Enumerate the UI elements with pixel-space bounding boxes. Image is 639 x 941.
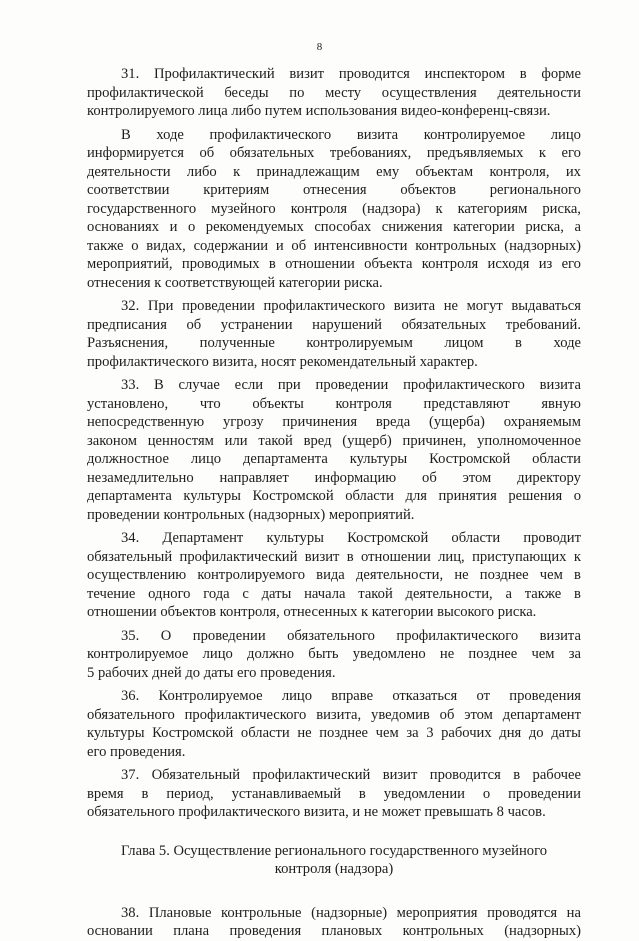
word: контролируемое [87, 646, 189, 662]
paragraph-38 [87, 904, 581, 941]
word: явную [541, 395, 581, 412]
word: лицо [281, 688, 313, 704]
word: визит [382, 767, 418, 783]
text-line [87, 566, 581, 585]
word: решения [508, 488, 563, 504]
word: 37. [121, 767, 140, 783]
word: (надзорные) [311, 904, 388, 921]
word: их [565, 163, 581, 180]
word: инспектором [424, 66, 505, 82]
word: области [345, 488, 394, 504]
text-line [87, 487, 581, 506]
word: профилактической [87, 84, 204, 101]
word: полученные [199, 335, 275, 351]
word: контроля, [489, 163, 550, 180]
word: могут [466, 298, 503, 314]
word: 3 [426, 725, 434, 741]
word: вправе [331, 688, 374, 704]
word: не [454, 567, 469, 583]
word: за [568, 646, 581, 662]
word: для [405, 488, 427, 504]
word: о [573, 488, 581, 504]
word: отказаться [392, 688, 458, 704]
word: к [233, 163, 241, 180]
word: визита [393, 298, 436, 314]
word: контрольных [415, 237, 497, 254]
word: основаниях [87, 219, 160, 235]
text-line: отношении объектов контроля, отнесенных к категории высокого риска. [87, 604, 537, 620]
word: уведомлено [352, 646, 426, 662]
word: культуры [87, 725, 145, 741]
word: не [297, 725, 312, 741]
chapter-heading [87, 842, 581, 879]
word: а [574, 219, 581, 235]
word: приступающих [472, 548, 567, 565]
word: объектам [415, 163, 474, 180]
word: должно [247, 646, 295, 662]
word: лицом [444, 335, 484, 351]
word: 38. [121, 904, 140, 921]
word: с [242, 585, 249, 602]
word: О [160, 627, 172, 644]
word: позднее [468, 646, 518, 662]
word: Костромской [429, 451, 511, 467]
paragraph-p34 [87, 529, 581, 622]
word: лицо [190, 451, 222, 467]
word: соответствии [87, 182, 170, 198]
word: форме [541, 66, 581, 82]
text-line [87, 316, 581, 335]
text-line [87, 922, 581, 941]
word: позднее [479, 567, 529, 583]
word: в [358, 785, 366, 802]
word: вред [303, 432, 332, 449]
word: видах, [146, 237, 186, 254]
paragraph-p37 [87, 766, 581, 822]
word: законом [87, 432, 137, 449]
word: основании [87, 923, 153, 939]
word: проведении [315, 377, 389, 393]
text-line [87, 126, 581, 145]
word: требованиях, [329, 145, 412, 161]
word: в [268, 256, 276, 272]
text-line [87, 181, 581, 200]
word: мероприятия [396, 904, 478, 921]
word: снижения [381, 219, 443, 235]
word: регионального [489, 182, 581, 198]
word: визита, [316, 706, 362, 723]
word: даты [551, 725, 581, 741]
word: период, [166, 785, 214, 802]
word: такой [258, 432, 293, 449]
text-line: проведении контрольных (надзорных) мероприятий. [87, 506, 415, 523]
word: При [147, 298, 174, 314]
word: если [234, 377, 264, 393]
word: интенсивности [313, 237, 408, 254]
text-line [87, 785, 581, 804]
word: устанавливаемый [231, 785, 341, 802]
word: визита [356, 126, 399, 143]
word: устранении [220, 316, 293, 333]
text-line [87, 237, 581, 256]
word: об [422, 469, 437, 486]
word: проведения [229, 923, 302, 939]
word: этом [462, 469, 492, 486]
word: Департамент [162, 530, 244, 546]
word: также [87, 237, 124, 254]
word: департамента [242, 451, 328, 467]
word: плановых [321, 923, 383, 939]
word: этом [464, 706, 493, 723]
word: обязательного [87, 706, 175, 723]
word: нарушений [312, 316, 382, 333]
document-body [87, 65, 581, 941]
text-line: его проведения. [87, 743, 186, 760]
word: о [187, 219, 196, 235]
word: Профилактический [154, 66, 275, 82]
word: директору [517, 469, 581, 486]
word: визит [304, 548, 340, 565]
word: к [435, 200, 443, 217]
word: до [528, 725, 544, 741]
word: течение [87, 585, 136, 602]
paragraph-p32 [87, 297, 581, 371]
word: отношении [285, 256, 355, 272]
word: Костромской [152, 725, 234, 741]
word: Контролируемое [158, 688, 263, 704]
word: профилактического [403, 377, 525, 393]
text-line [87, 395, 581, 414]
paragraph-p35 [87, 627, 581, 683]
word: проводит [523, 530, 581, 546]
word: из [538, 256, 553, 272]
word: 34. [121, 530, 140, 546]
word: непосредственную [87, 414, 205, 430]
word: профилактического [209, 126, 332, 143]
word: причинения [282, 414, 358, 430]
word: рекомендуемых [205, 219, 304, 235]
word: о [131, 237, 139, 254]
word: обязательных [229, 145, 315, 161]
paragraphs-container [87, 65, 581, 822]
word: должностное [87, 451, 169, 467]
word: деятельности [497, 84, 581, 101]
word: информируется [87, 145, 184, 161]
text-line: контролируемого лица либо путем использования видео-конференц-связи. [87, 103, 551, 119]
word: Костромской [347, 530, 429, 546]
word: профилактический [252, 767, 371, 783]
chapter-heading-line-1: Глава 5. Осуществление регионального государственного музейного [120, 842, 548, 859]
word: уполномоченное [477, 432, 581, 449]
word: чем [539, 567, 563, 583]
word: 33. [121, 377, 140, 393]
word: или [224, 432, 248, 449]
word: департамент [502, 706, 581, 723]
word: случае [178, 377, 220, 393]
text-line [87, 255, 581, 274]
text-line [87, 218, 581, 237]
word: выдаваться [511, 298, 581, 314]
word: Костромской [252, 488, 334, 504]
word: области [451, 530, 501, 546]
word: проводится [429, 767, 501, 783]
word: беседы [224, 84, 269, 101]
word: деятельности, [355, 567, 444, 583]
text-line [87, 585, 581, 604]
word: государственного [87, 200, 197, 217]
text-line [87, 627, 581, 646]
word: деятельности, [405, 585, 493, 602]
word: (надзора) [362, 200, 421, 217]
text-line [87, 200, 581, 219]
word: осуществления [381, 84, 477, 101]
word: лиц, [438, 548, 465, 565]
word: об [186, 316, 202, 333]
word: чем [531, 646, 555, 662]
word: Обязательный [151, 767, 241, 783]
word: одного [148, 585, 191, 602]
chapter-heading-line-2: контроля (надзора) [274, 861, 394, 877]
text-line: обязательного профилактического визита, и не может превышать 8 часов. [87, 804, 546, 820]
word: контрольных [402, 923, 484, 939]
word: в [346, 548, 354, 565]
word: в [519, 66, 527, 82]
word: В [154, 377, 164, 393]
word: культуры [266, 530, 324, 546]
text-line [87, 144, 581, 163]
word: (ущерб) [342, 432, 392, 449]
word: об [439, 706, 455, 723]
word: музейного [211, 200, 276, 217]
word: об [291, 237, 307, 254]
word: ценностям [147, 432, 214, 449]
word: способах [314, 219, 372, 235]
page-number: 8 [316, 41, 323, 53]
word: также [524, 585, 562, 602]
word: департамента [87, 488, 172, 504]
word: объекта [364, 256, 413, 272]
paragraph-p33 [87, 376, 581, 524]
text-line [87, 84, 581, 103]
word: информацию [314, 469, 397, 486]
text-line [87, 529, 581, 548]
word: ему [376, 163, 400, 180]
word: принадлежащим [256, 163, 360, 180]
text-line [87, 450, 581, 469]
word: Плановые [148, 904, 212, 921]
word: установлено, [87, 395, 169, 412]
paragraph-p31b [87, 126, 581, 293]
word: культуры [349, 451, 408, 467]
word: категориям [457, 200, 528, 217]
word: уведомив [371, 706, 430, 723]
word: контроля [335, 395, 392, 412]
word: риска, [525, 219, 564, 235]
word: в [141, 785, 149, 802]
paragraph-p31 [87, 65, 581, 121]
word: о [482, 785, 491, 802]
word: причинен, [402, 432, 467, 449]
text-line [87, 163, 581, 182]
word: на [566, 904, 581, 921]
word: 36. [121, 688, 140, 704]
word: от [476, 688, 490, 704]
word: направляет [219, 469, 289, 486]
word: лицо [550, 126, 581, 143]
word: обязательного [287, 627, 375, 644]
word: рабочих [441, 725, 492, 741]
text-line [87, 766, 581, 785]
word: 31. [121, 66, 140, 82]
text-line [87, 65, 581, 84]
word: контрольные [221, 904, 302, 921]
word: что [199, 395, 221, 412]
word: профилактического [184, 706, 307, 723]
word: визита [539, 627, 581, 644]
text-line: 5 рабочих дней до даты его проведения. [87, 664, 336, 681]
word: и [275, 237, 284, 254]
word: не [439, 646, 455, 662]
word: вида [316, 567, 345, 583]
word: дня [499, 725, 522, 741]
word: осуществлению [87, 567, 187, 583]
text-line [87, 706, 581, 725]
word: в [573, 585, 581, 602]
word: мероприятий, [87, 256, 173, 272]
word: охраняемым [503, 414, 581, 430]
word: незамедлительно [87, 469, 194, 486]
word: 32. [121, 298, 140, 314]
word: чем [375, 725, 399, 741]
word: визит [289, 66, 325, 82]
word: контроля [421, 256, 479, 272]
word: обязательный [87, 548, 173, 565]
word: риска, [542, 200, 581, 217]
word: его [561, 145, 581, 161]
word: при [277, 377, 301, 393]
word: вреда [375, 414, 411, 430]
word: обязательных [401, 316, 487, 333]
paragraph-p36 [87, 687, 581, 761]
word: к [538, 145, 547, 161]
word: проведения [509, 688, 581, 704]
word: к [573, 548, 581, 565]
word: контролируемого [197, 567, 305, 583]
word: даты [261, 585, 292, 602]
word: исходя [487, 256, 530, 272]
word: лицо [202, 646, 233, 662]
word: ходе [156, 126, 184, 143]
word: начала [304, 585, 346, 602]
text-line [87, 904, 581, 923]
text-line [87, 297, 581, 316]
word: содержании [193, 237, 269, 254]
word: проведении [182, 298, 255, 314]
word: ходе [553, 335, 581, 351]
word: (надзорных) [504, 237, 581, 254]
word: объекты [252, 395, 304, 412]
word: принятия [438, 488, 497, 504]
word: отношении [361, 548, 431, 565]
word: не [443, 298, 458, 314]
word: (надзорных) [504, 923, 581, 939]
word: проведении [192, 627, 266, 644]
word: объектов [400, 182, 456, 198]
word: проведении [508, 785, 581, 802]
word: В [121, 126, 131, 143]
text-line [87, 645, 581, 664]
word: культуры [183, 488, 241, 504]
word: контролируемое [423, 126, 526, 143]
word: области [532, 451, 581, 467]
text-line [87, 334, 581, 353]
word: его [561, 256, 581, 272]
word: года [203, 585, 230, 602]
word: Разъяснения, [87, 335, 169, 351]
text-line [87, 469, 581, 488]
word: такой [358, 585, 393, 602]
word: контроля [290, 200, 348, 217]
word: рабочее [532, 767, 581, 783]
word: за [406, 725, 419, 741]
text-line [87, 413, 581, 432]
text-line [87, 548, 581, 567]
word: в [515, 335, 522, 351]
word: время [87, 785, 124, 802]
word: об [199, 145, 215, 161]
word: проводятся [487, 904, 558, 921]
word: в [513, 767, 521, 783]
word: критериям [203, 182, 270, 198]
word: а [505, 585, 512, 602]
word: угрозу [222, 414, 264, 430]
word: проводимых [181, 256, 260, 272]
word: позднее [319, 725, 369, 741]
word: профилактического [263, 298, 386, 314]
word: деятельности [87, 163, 171, 180]
word: (ущерба) [428, 414, 485, 430]
text-line: отнесения к соответствующей категории риска. [87, 274, 383, 291]
word: уведомлении [383, 785, 465, 802]
word: по [289, 84, 305, 101]
text-line [87, 724, 581, 743]
word: либо [186, 163, 217, 180]
word: в [574, 567, 581, 583]
word: представляют [423, 395, 510, 412]
word: 35. [121, 627, 140, 644]
word: визита [539, 377, 581, 393]
word: категории [453, 219, 515, 235]
word: и [169, 219, 178, 235]
word: месту [325, 84, 362, 101]
text-line [87, 376, 581, 395]
word: требований. [505, 316, 581, 333]
word: отнесения [303, 182, 367, 198]
word: плана [173, 923, 210, 939]
text-line [87, 687, 581, 706]
text-line: профилактического визита, носят рекомендательный характер. [87, 353, 478, 370]
word: проводится [338, 66, 410, 82]
word: предписания [87, 316, 167, 333]
word: профилактического [396, 627, 519, 644]
word: быть [308, 646, 339, 662]
word: области [240, 725, 290, 741]
text-line [87, 432, 581, 451]
word: предъявляемых [426, 145, 524, 161]
word: контролируемым [306, 335, 413, 351]
word: профилактический [179, 548, 298, 565]
